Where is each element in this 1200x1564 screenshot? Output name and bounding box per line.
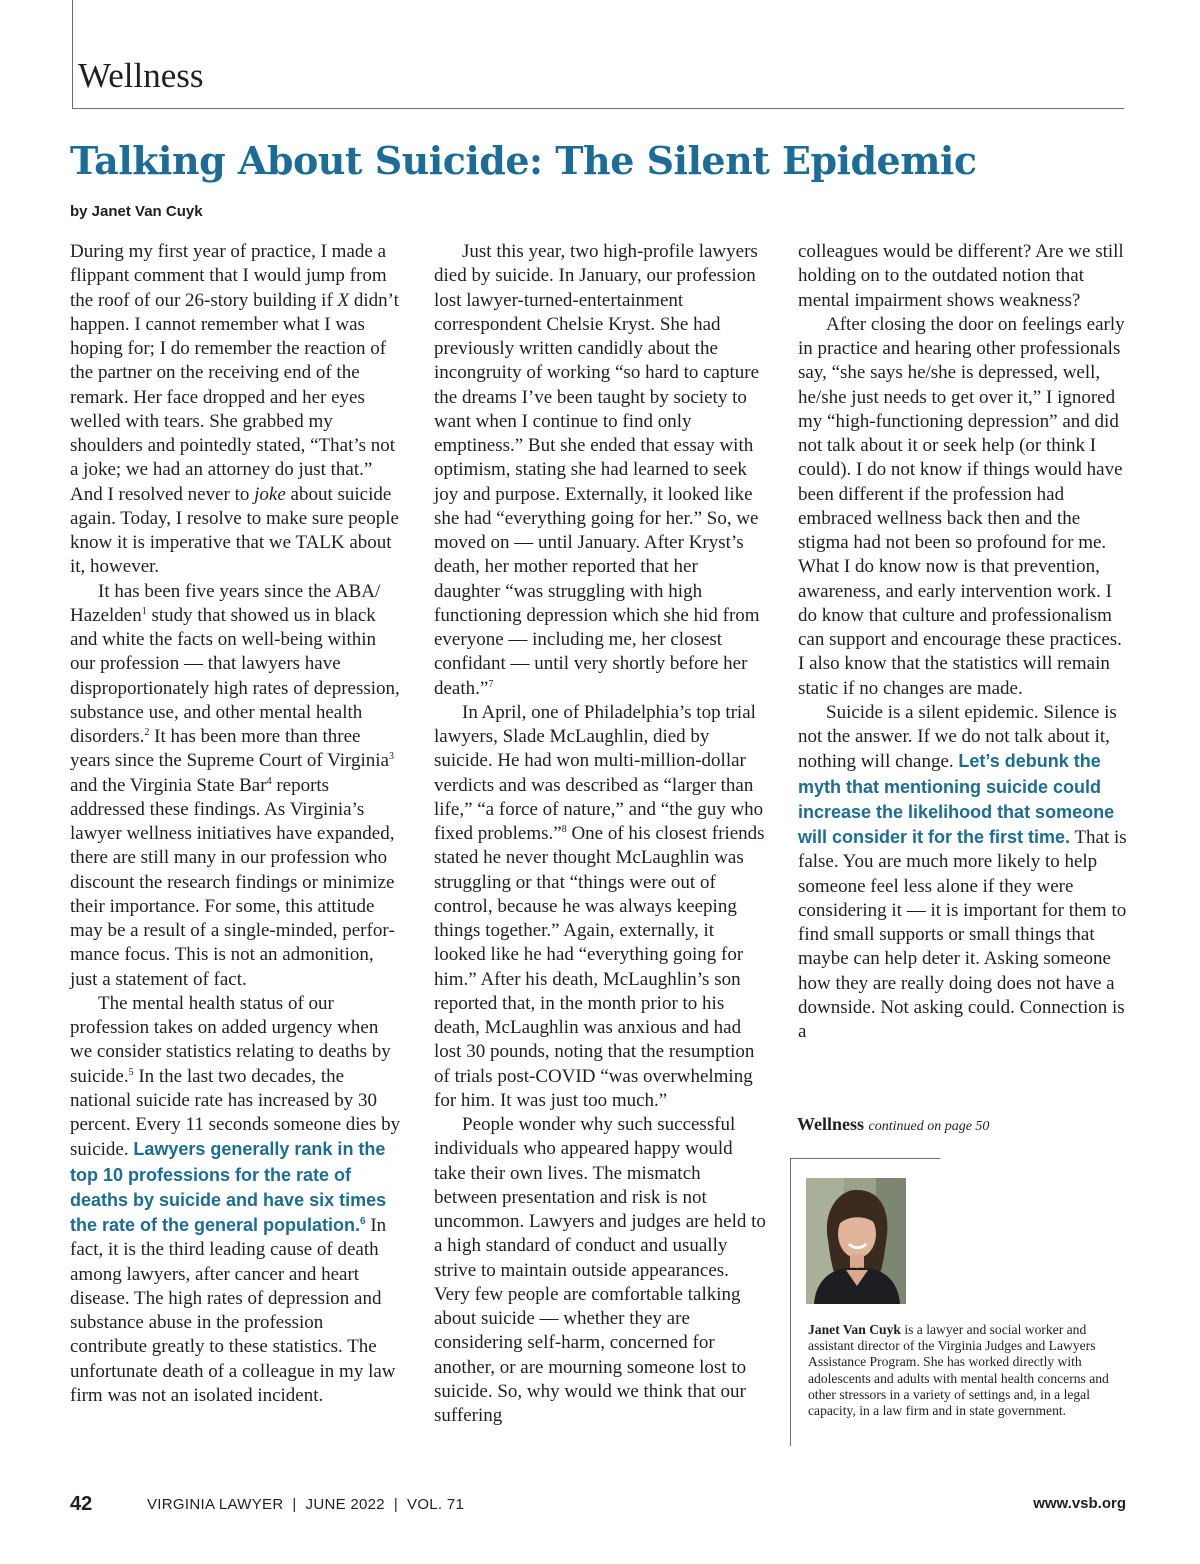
footnote-ref: 8 <box>561 824 567 835</box>
author-bio-text: is a lawyer and social worker and assistant director of the Virginia Judges and Lawyers Assistance Program. She has worked directly with adolescents and adults with mental health concerns and other stressors in a variety of settings and, in a legal capacity, in a law firm and in state government. <box>808 1322 1109 1419</box>
article-column-1 <box>70 240 402 1408</box>
paragraph: During my first year of practice, I made a flippant comment that I would jump from the roof of our 26-story building if X didn’t happen. I cannot remember what I was hoping for; I do remember the reaction of the partner on the receiving end of the remark. Her face dropped and her eyes welled with tears. She grabbed my shoulders and pointedly stated, “That’s not a joke; we had an attorney do just that.” And I resolved never to joke about suicide again. Today, I resolve to make sure people know it is imperative that we TALK about it, however. <box>70 241 399 578</box>
author-name: Janet Van Cuyk <box>808 1322 901 1337</box>
emphasis: joke <box>254 483 286 505</box>
highlight-text: Lawyers generally rank in the top 10 professions for the rate of deaths by suicide and have six times the rate of the general population. <box>70 1139 387 1235</box>
continued-note <box>797 1114 989 1135</box>
continued-page: continued on page 50 <box>868 1119 990 1134</box>
emphasis: X <box>337 289 350 311</box>
bio-rule-vertical <box>790 1158 791 1446</box>
bio-rule-horizontal <box>790 1158 940 1159</box>
paragraph: Suicide is a silent epidemic. Silence is not the answer. If we do not talk about it, nothing will change. Let’s debunk the myth that mentioning suicide could increase the likelihood that someone will consider it for the first time. That is false. You are much more likely to help someone feel less alone if they were considering it — it is important for them to find small supports or small things that maybe can help deter it. Asking someone how they are really doing does not have a downside. Not asking could. Connection is a <box>798 701 1127 1042</box>
section-rule-horizontal <box>72 108 1124 109</box>
article-column-3 <box>798 240 1130 1044</box>
section-rule-vertical <box>72 0 73 108</box>
paragraph: colleagues would be different? Are we still holding on to the outdated notion that mental impairment shows weakness? <box>798 241 1124 311</box>
footnote-ref: 2 <box>144 727 150 738</box>
paragraph: People wonder why such successful individuals who appeared happy would take their own lives. The mismatch between presentation and risk is not uncommon. Lawyers and judges are held to a high standard of conduct and usually strive to maintain outside appearances. Very few people are comfortable talking about suicide — whether they are considering self-harm, concerned for another, or are mourning someone lost to suicide. So, why would we think that our suffering <box>434 1114 766 1426</box>
paragraph: Just this year, two high-profile lawyers died by suicide. In January, our profession lost lawyer-turned-entertainment correspondent Chelsie Kryst. She had previously written candidly about the incongruity of working “so hard to capture the dreams I’ve been taught by society to want when I continue to find only emptiness.” But she ended that essay with optimism, stating she had learned to seek joy and purpose. Externally, it looked like she had “everything going for her.” So, we moved on — until January. After Kryst’s death, her mother reported that her daughter “was struggling with high functioning depression which she hid from everyone — including me, her closest confidant — until very shortly before her death.”$^7$ <box>434 241 760 699</box>
section-label: Wellness <box>78 56 204 95</box>
footnote-ref: 5 <box>128 1066 134 1078</box>
footnote-ref: 1 <box>141 605 147 617</box>
website-url: www.vsb.org <box>1033 1495 1126 1512</box>
publication-info: VIRGINIA LAWYER | JUNE 2022 | VOL. 71 <box>147 1496 465 1513</box>
author-bio <box>808 1322 1124 1419</box>
author-portrait-image <box>806 1178 906 1304</box>
article-byline: by Janet Van Cuyk <box>70 203 203 220</box>
author-photo <box>806 1178 906 1304</box>
paragraph: It has been five years since the ABA/ Hazelden$^1$ study that showed us in black and white the facts on well-being within our profession — that lawyers have disproportionately high rates of depression, substance use, and other mental health disorders.$^2$ It has been more than three years since the Supreme Court of Virginia$^3$ and the Virginia State Bar$^4$ reports addressed these findings. As Virginia’s lawyer wellness initiatives have expanded, there are still many in our profession who discount the research findings or minimize their importance. For some, this attitude may be a result of a single-minded, performance focus. This is not an admonition, just a statement of fact. <box>70 580 400 990</box>
footnote-ref: 6 <box>360 1216 366 1227</box>
paragraph: The mental health status of our profession takes on added urgency when we consider statistics relating to deaths by suicide.$^5$ In the last two decades, the national suicide rate has increased by 30 percent. Every 11 seconds someone dies by suicide. Lawyers generally rank in the top 10 professions for the rate of deaths by suicide and have six times the rate of the general population.$^6$ In fact, it is the third leading cause of death among lawyers, after cancer and heart disease. The high rates of depression and substance abuse in the profession contribute greatly to these statistics. The unfortunate death of a colleague in my law firm was not an isolated incident. <box>70 992 401 1406</box>
page-number: 42 <box>70 1493 93 1515</box>
article-column-2 <box>434 240 766 1428</box>
highlight-text: Let’s debunk the myth that mentioning suicide could increase the likelihood that someone will consider it for the first time. <box>798 751 1115 847</box>
continued-label: Wellness <box>797 1114 865 1134</box>
footnote-ref: 7 <box>488 678 494 690</box>
footnote-ref: 4 <box>266 775 272 787</box>
footnote-ref: 3 <box>388 751 394 763</box>
paragraph: In April, one of Philadelphia’s top trial lawyers, Slade McLaughlin, died by suicide. He had won multi-million-dollar verdicts and was described as “larger than life,” “a force of nature,” and “the guy who fixed problems.”$^8$ One of his closest friends stated he never thought McLaughlin was struggling or that “things were out of control, because he was always keeping things together.” Again, externally, it looked like he had “everything going for him.” After his death, McLaughlin’s son reported that, in the month prior to his death, McLaughlin was anxious and had lost 30 pounds, noting that the resumption of trials post-COVID “was overwhelming for him. It was just too much.” <box>434 701 765 1111</box>
paragraph: After closing the door on feelings early in practice and hearing other professionals say, “she says he/she is depressed, well, he/she just needs to get over it,” I ignored my “high-functioning depression” and did not talk about it or seek help (or think I could). I do not know if things would have been different if the profession had embraced wellness back then and the stigma had not been so profound for me. What I do know now is that prevention, awareness, and early intervention work. I do know that culture and professionalism can support and encourage these practices. I also know that the statistics will remain static if no changes are made. <box>798 313 1125 699</box>
article-title: Talking About Suicide: The Silent Epidemic <box>70 138 977 183</box>
